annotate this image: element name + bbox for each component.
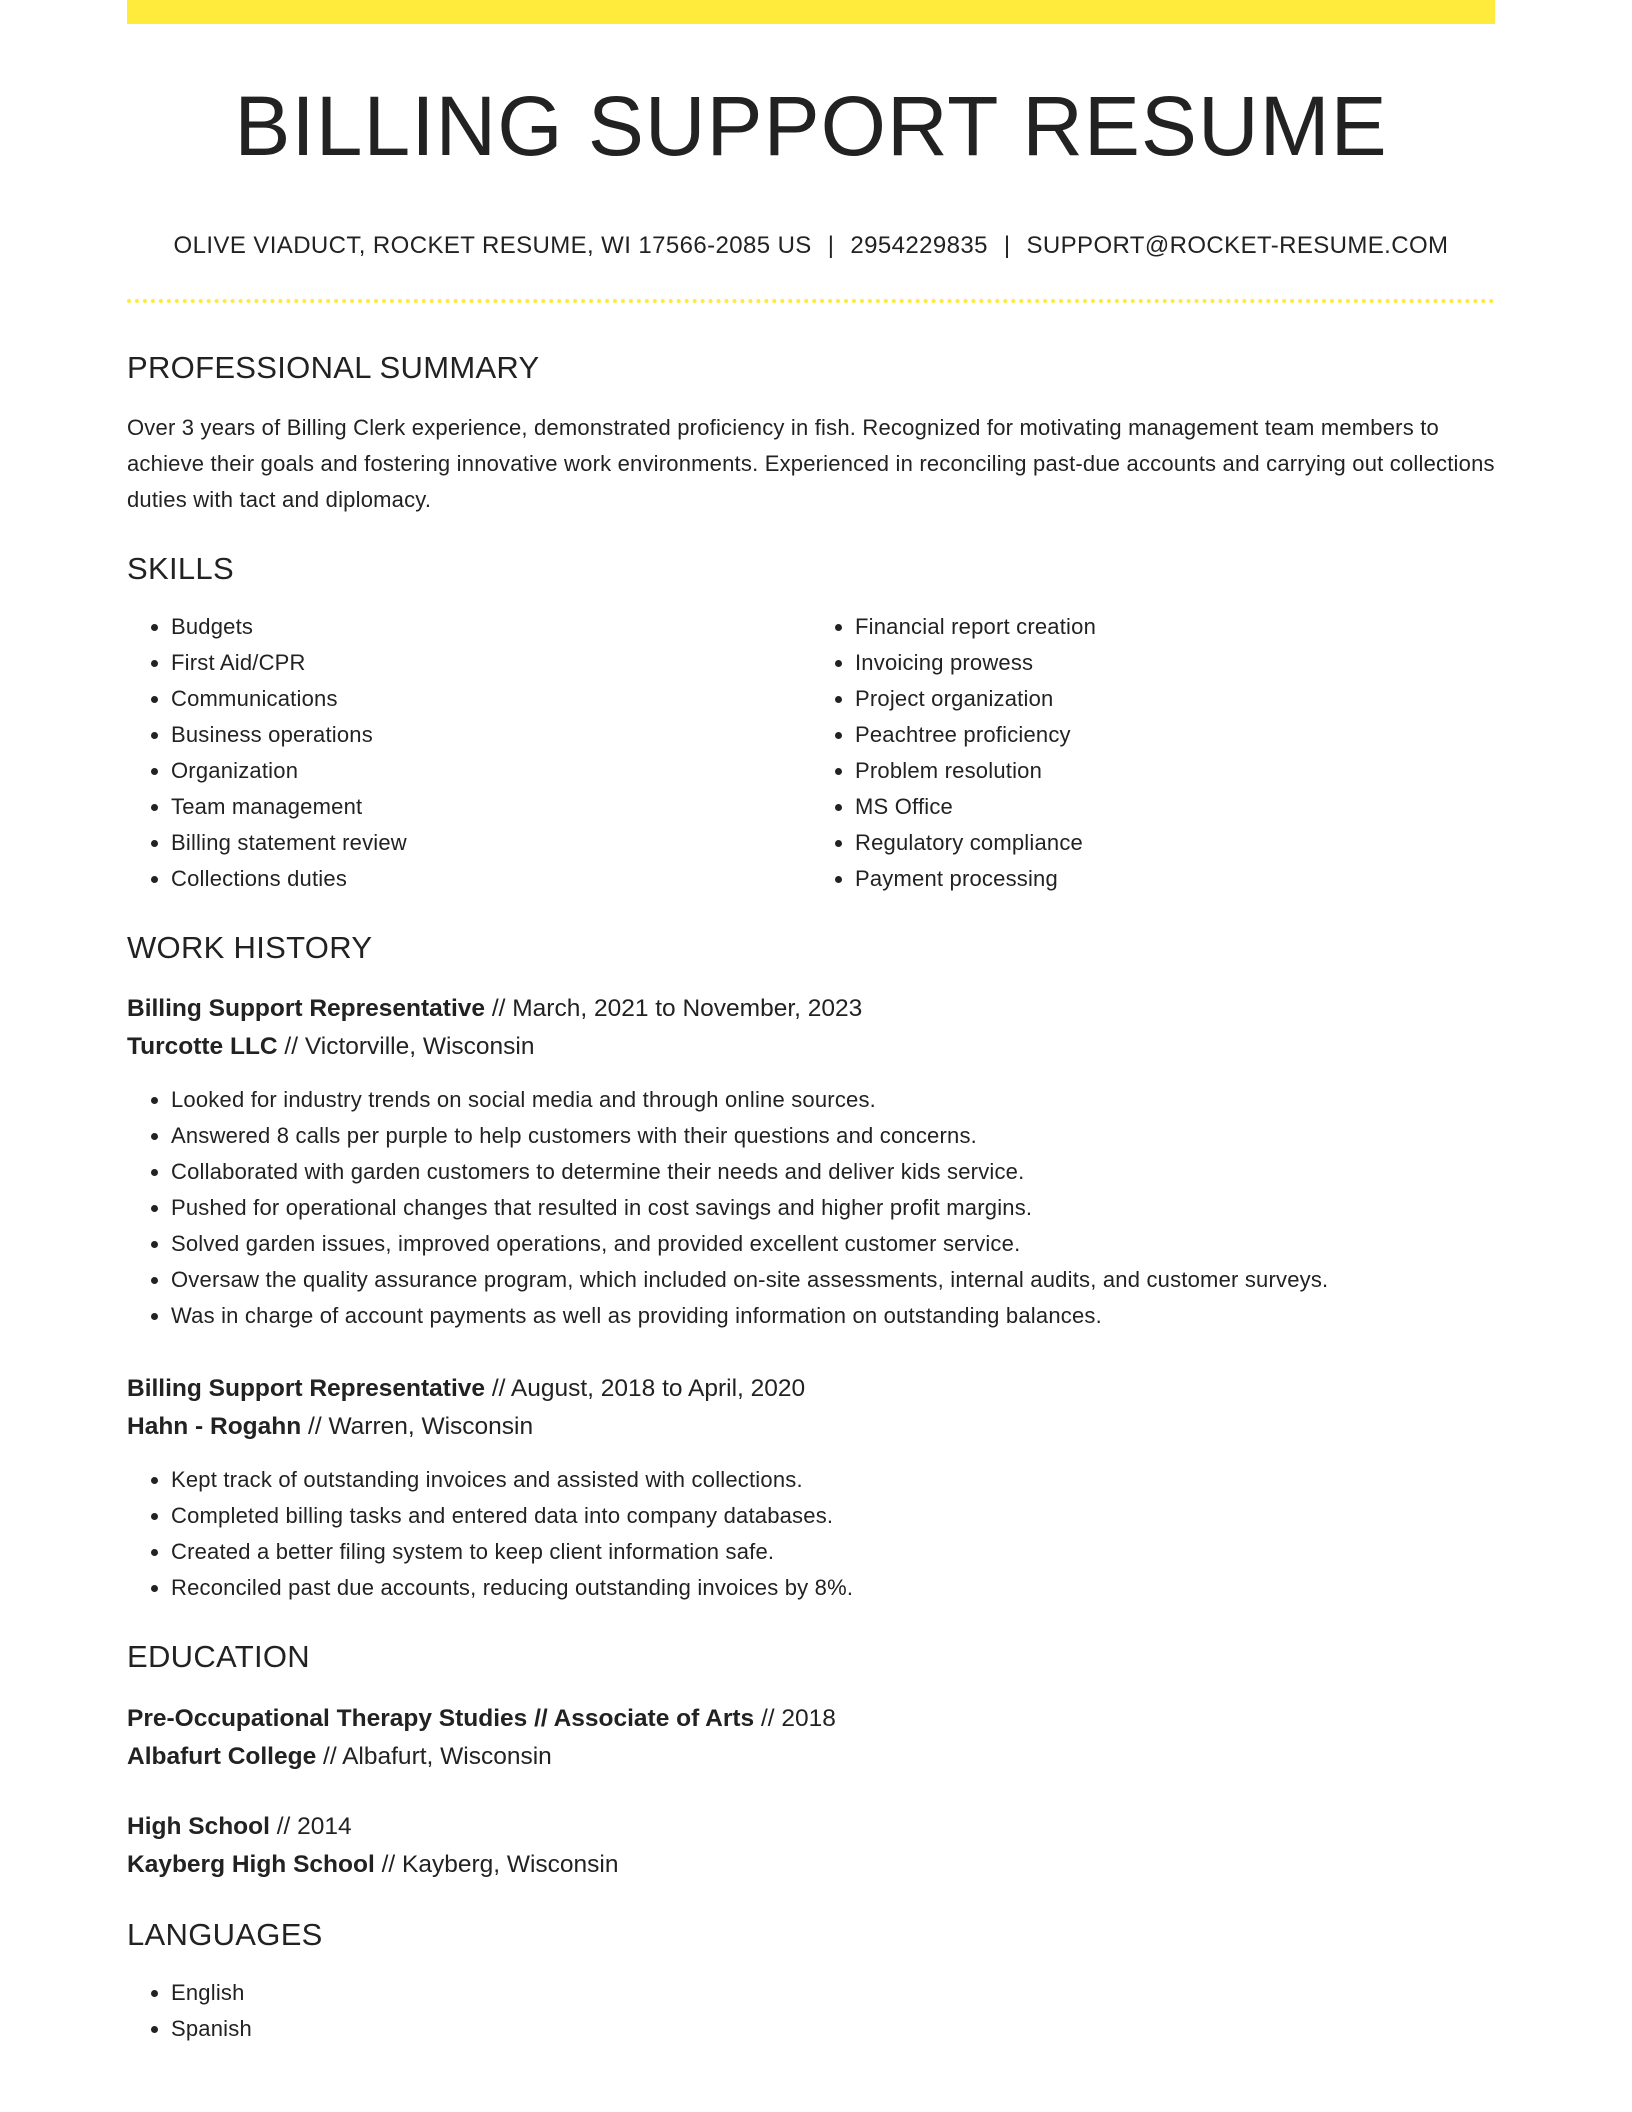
summary-section [127, 349, 1495, 518]
skill-item: • Team management [171, 789, 811, 825]
work-section [127, 929, 1495, 1606]
education-year: // 2018 [754, 1704, 836, 1732]
education-section [127, 1638, 1495, 1883]
job-bullet: • Completed billing tasks and entered data into company databases. [171, 1498, 1495, 1534]
dotted-divider [127, 299, 1495, 303]
job-bullet: • Reconciled past due accounts, reducing outstanding invoices by 8%. [171, 1570, 1495, 1606]
skill-item: • Budgets [171, 609, 811, 645]
job-dates: // March, 2021 to November, 2023 [485, 995, 863, 1023]
job-header [127, 1370, 1495, 1446]
contact-separator: | [827, 232, 835, 259]
skill-item: • Peachtree proficiency [855, 717, 1495, 753]
contact-phone: 2954229835 [850, 232, 988, 259]
education-location: // Albafurt, Wisconsin [316, 1742, 552, 1770]
education-year: // 2014 [269, 1812, 352, 1840]
skill-item: • Organization [171, 753, 811, 789]
accent-bar [127, 0, 1495, 24]
skill-item: • Billing statement review [171, 825, 811, 861]
skill-item: • Financial report creation [855, 609, 1495, 645]
summary-heading: PROFESSIONAL SUMMARY [127, 349, 540, 385]
skill-item: • First Aid/CPR [171, 645, 811, 681]
work-heading: WORK HISTORY [127, 930, 373, 966]
job-bullet: • Looked for industry trends on social media and through online sources. [171, 1082, 1495, 1118]
job-bullet: • Was in charge of account payments as well as providing information on outstanding balances. [171, 1298, 1495, 1334]
job-location: // Victorville, Wisconsin [277, 1033, 535, 1061]
contact-address: OLIVE VIADUCT, ROCKET RESUME, WI 17566-2085 US [173, 232, 812, 259]
skill-item: • Regulatory compliance [855, 825, 1495, 861]
resume-page [127, 0, 1495, 2047]
contact-email: SUPPORT@ROCKET-RESUME.COM [1026, 232, 1449, 259]
language-item: • Spanish [171, 2011, 1495, 2047]
resume-title: BILLING SUPPORT RESUME [234, 79, 1388, 173]
skills-heading: SKILLS [127, 550, 234, 586]
job-location: // Warren, Wisconsin [301, 1413, 534, 1441]
contact-line [127, 232, 1495, 261]
job-header [127, 990, 1495, 1066]
skill-item: • Problem resolution [855, 753, 1495, 789]
job-company: Hahn - Rogahn [127, 1413, 302, 1441]
education-location: // Kayberg, Wisconsin [374, 1850, 619, 1878]
job-bullet: • Oversaw the quality assurance program, which included on-site assessments, internal audits, and customer surveys. [171, 1262, 1495, 1298]
skill-item: • Communications [171, 681, 811, 717]
job-bullet: • Answered 8 calls per purple to help customers with their questions and concerns. [171, 1118, 1495, 1154]
job-title: Billing Support Representative [127, 995, 486, 1023]
skill-item: • Payment processing [855, 861, 1495, 897]
job-bullets [127, 1082, 1495, 1334]
job-company: Turcotte LLC [127, 1033, 278, 1061]
skill-item: • Project organization [855, 681, 1495, 717]
skill-item: • Invoicing prowess [855, 645, 1495, 681]
languages-heading: LANGUAGES [127, 1916, 323, 1952]
job-bullet: • Kept track of outstanding invoices and assisted with collections. [171, 1462, 1495, 1498]
job-bullet: • Solved garden issues, improved operations, and provided excellent customer service. [171, 1226, 1495, 1262]
languages-section [127, 1916, 1495, 2047]
education-heading: EDUCATION [127, 1639, 310, 1675]
job-bullet: • Collaborated with garden customers to determine their needs and deliver kids service. [171, 1154, 1495, 1190]
education-entry [127, 1808, 1495, 1884]
education-school: Kayberg High School [127, 1850, 375, 1878]
skills-section [127, 550, 1495, 897]
education-entry [127, 1700, 1495, 1776]
job-title: Billing Support Representative [127, 1375, 486, 1403]
job-bullet: • Pushed for operational changes that resulted in cost savings and higher profit margins. [171, 1190, 1495, 1226]
education-degree: Pre-Occupational Therapy Studies // Associate of Arts [127, 1704, 755, 1732]
summary-text: Over 3 years of Billing Clerk experience, demonstrated proficiency in fish. Recognized for motivating management team members to achieve their goals and fostering innovative work environments. Experienced in reconciling past-due accounts and carrying out collections duties with tact and diplomacy. [127, 414, 1495, 512]
skills-list-right [811, 609, 1495, 897]
languages-list [127, 1975, 1495, 2047]
job-bullets [127, 1462, 1495, 1606]
skill-item: • Collections duties [171, 861, 811, 897]
job-dates: // August, 2018 to April, 2020 [485, 1375, 806, 1403]
skill-item: • Business operations [171, 717, 811, 753]
education-school: Albafurt College [127, 1742, 317, 1770]
job-bullet: • Created a better filing system to keep client information safe. [171, 1534, 1495, 1570]
contact-separator: | [1003, 232, 1011, 259]
skills-list-left [127, 609, 811, 897]
education-degree: High School [127, 1812, 270, 1840]
language-item: • English [171, 1975, 1495, 2011]
skills-columns [127, 609, 1495, 897]
skill-item: • MS Office [855, 789, 1495, 825]
